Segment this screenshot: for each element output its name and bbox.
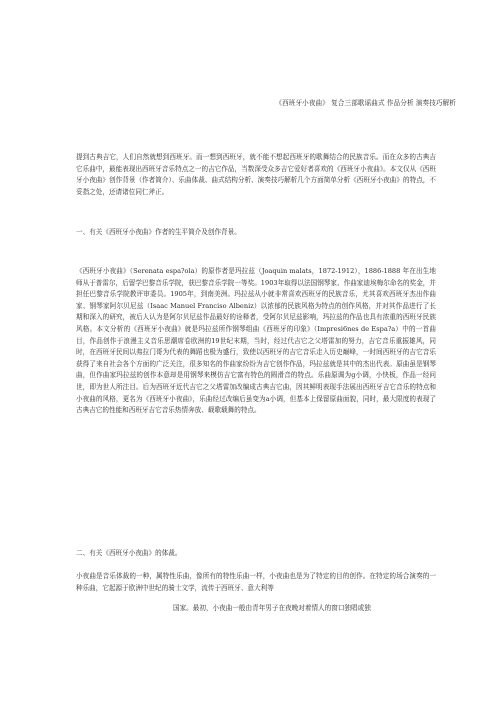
- section-1-paragraph: 《西班牙小夜曲》（Serenata espa?ola）的原作者是玛拉兹（Joaquin malats，1872-1912），1886-1888 年在出生地师从于普雷尔，后留学巴黎音乐学院，获巴黎音乐学院一等奖。1903年取得以法国钢琴家、作曲家迪埃梅尔命名的奖金，并担任巴黎音乐学院教评审委员。1905年，到南美洲。玛拉兹从小就非常喜欢西班牙的民族音乐，尤其喜欢西班牙杰出作曲家、钢琴家阿尔贝尼兹（Isaac Manuel Franciso Albeniz）以浓郁的民族风格为特点的创作风格，并对其作品进行了长期和深入的研究，被后人认为是阿尔贝尼兹作品最好的诠释者，受阿尔贝尼兹影响，玛拉兹的作品也具有浓重的西班牙民族风格。本文分析的《西班牙小夜曲》就是玛拉兹所作钢琴组曲《西班牙的印象》（Impresi6nes de Espa?a）中的一首曲目，作品创作于浪漫主义音乐思潮席卷欧洲的19世纪末期，当时，经过代吉它之父塔雷加的努力，吉它音乐重振雄风，同时，在西班牙民间以弗拉门哥为代表的舞蹈也极为盛行，致使以西班牙的吉它音乐走入历史巅峰，一时间西班牙的吉它音乐获得了来自社会各个方面的广泛关注，很多知名的作曲家纷纷为吉它创作作品，玛拉兹就是其中的杰出代表。原曲虽是钢琴曲，但作曲家玛拉兹的创作本意却是用钢琴来模仿吉它富有特色的圆滑音的特点。乐曲原调为g小调，小快板，作品一经问世，即为世人所注目。后为西班牙近代吉它之父塔雷加改编成古典吉它曲，因其鲜明表现手法展出西班牙吉它音乐的特点和小夜曲的风格，更名为《西班牙小夜曲》，乐曲经过改编后虽变为a小调，但基本上保留原曲面貌，同时，最大限度的表现了古典吉它的性能和西班牙吉它音乐热情奔放、载歌载舞的特点。: [76, 267, 436, 415]
- section-1-heading: 一、有关《西班牙小夜曲》作者的生平简介及创作背景。: [76, 228, 241, 236]
- keywords-line: 《西班牙小夜曲》 复合三部歌谣曲式 作品分析 演奏技巧解析: [275, 99, 456, 107]
- intro-paragraph: 提到古典吉它，人们自然就想到西班牙。而一想到西班牙，就不能不想起西班牙的歌舞结合的民族音乐。而在众多的古典吉它乐曲中，最能表现出西班牙音乐特点之一的吉它作品，当数深受众多吉它爱好者喜欢的《西班牙小夜曲》。本文仅从《西班牙小夜曲》创作背景（作者简介）、乐曲体裁、曲式结构分析、演奏技巧解析几个方面简单分析《西班牙小夜曲》的特点，不妥指之处，还请诸位同仁斧正。: [76, 153, 436, 196]
- section-2-heading: 二、有关《西班牙小夜曲》的体裁。: [76, 549, 182, 557]
- section-2-continuation: 国家。最初，小夜曲一般由青年男子在夜晚对着情人的窗口独唱或独: [173, 604, 371, 612]
- section-2-paragraph: 小夜曲是音乐体裁的一种，属特性乐曲，像所有的特性乐曲一样，小夜曲也是为了特定的目的创作。在特定的场合演奏的一种乐曲，它起源于欧洲中世纪的骑士文学，流传于西班牙、意大利等: [76, 572, 436, 592]
